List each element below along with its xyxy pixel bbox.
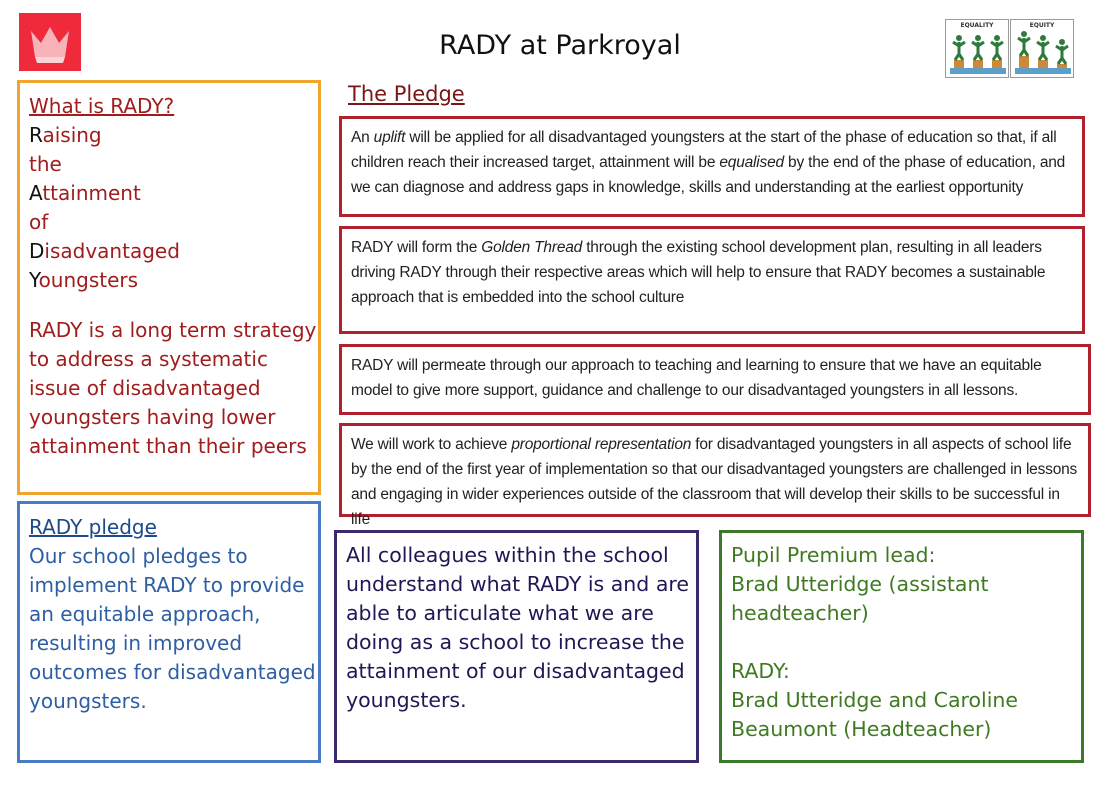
rady-lead-names: Brad Utteridge and Caroline Beaumont (Headteacher): [731, 688, 1019, 741]
rady-description: RADY is a long term strategy to address a systematic issue of disadvantaged youngsters having lower attainment than their peers: [29, 318, 317, 458]
school-logo: [19, 13, 81, 71]
acronym-line: of: [29, 210, 49, 234]
pledge-item: We will work to achieve proportional representation for disadvantaged youngsters in all aspects of school life by the end of the first year of implementation so that our disadvantaged youngsters are challenged in lessons and engaging in wider experiences outside of the classroom that will develop their skills to be successful in life: [339, 423, 1091, 517]
page-title: RADY at Parkroyal: [439, 30, 681, 61]
acronym-line: the: [29, 152, 62, 176]
what-is-rady-box: [17, 80, 321, 495]
pupil-premium-name: Brad Utteridge (assistant headteacher): [731, 572, 989, 625]
rady-pledge-heading: RADY pledge: [29, 515, 157, 539]
pledge-item: RADY will permeate through our approach to teaching and learning to ensure that we have an equitable model to give more support, guidance and challenge to our disadvantaged youngsters in all lessons.: [339, 344, 1091, 415]
rady-pledge-description: Our school pledges to implement RADY to provide an equitable approach, resulting in improved outcomes for disadvantaged youngsters.: [29, 544, 316, 713]
rady-pledge-box: [17, 501, 321, 763]
acronym-line: Attainment: [29, 181, 141, 205]
equality-image: [945, 19, 1009, 78]
people-figures-icon: [948, 30, 1008, 76]
equity-label: EQUITY: [1029, 22, 1055, 29]
what-is-rady-heading: What is RADY?: [29, 94, 175, 118]
colleagues-box: All colleagues within the school understand what RADY is and are able to articulate what we are doing as a school to increase the attainment of our disadvantaged youngsters.: [334, 530, 699, 763]
people-figures-icon: [1013, 30, 1073, 76]
pupil-premium-label: Pupil Premium lead:: [731, 543, 936, 567]
lead-box: [719, 530, 1084, 763]
crown-icon: [19, 13, 81, 71]
pledge-heading: The Pledge: [348, 82, 465, 106]
equality-label: EQUALITY: [960, 22, 994, 29]
rady-lead-label: RADY:: [731, 659, 790, 683]
acronym-line: Youngsters: [29, 268, 139, 292]
pledge-item: RADY will form the Golden Thread through the existing school development plan, resulting in all leaders driving RADY through their respective areas which will help to ensure that RADY becomes a sustainable approach that is embedded into the school culture: [339, 226, 1085, 334]
equity-image: [1010, 19, 1074, 78]
acronym-line: Raising: [29, 123, 102, 147]
acronym-line: Disadvantaged: [29, 239, 180, 263]
pledge-item: An uplift will be applied for all disadvantaged youngsters at the start of the phase of education so that, if all children reach their increased target, attainment will be equalised by the end of the phase of education, and we can diagnose and address gaps in knowledge, skills and understanding at the earliest opportunity: [339, 116, 1085, 217]
